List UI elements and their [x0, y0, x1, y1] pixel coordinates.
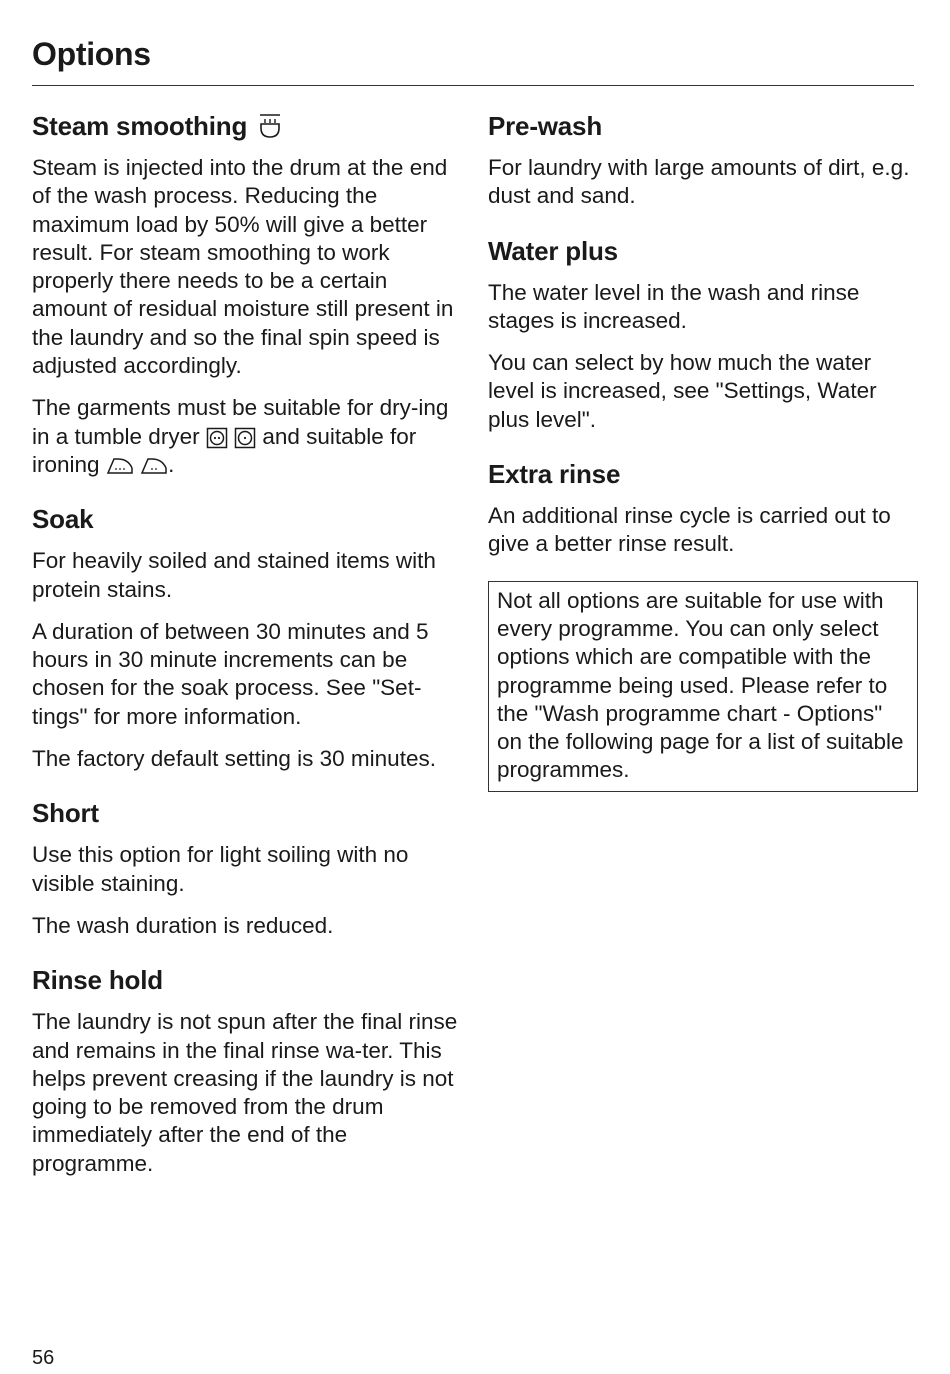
text-part: . — [168, 451, 175, 477]
tumble-dryer-high-icon — [206, 427, 228, 449]
section-steam-smoothing — [32, 108, 467, 479]
right-column — [488, 108, 918, 792]
paragraph: The wash duration is reduced. — [32, 912, 334, 938]
text-part: and suitable for ironing — [32, 423, 417, 477]
paragraph: Steam is injected into the drum at the end of the wash process. Reducing the maximum load by 50% will give a better result. For steam smoothing to work properly there needs to be a certain amount of residual moisture still present in the laundry and so the final spin speed is adjusted accordingly. — [32, 155, 454, 379]
paragraph: For laundry with large amounts of dirt, e.g. dust and sand. — [488, 155, 910, 209]
paragraph: For heavily soiled and stained items with protein stains. — [32, 548, 436, 602]
section-heading: Water plus — [488, 235, 618, 266]
paragraph: The factory default setting is 30 minutes. — [32, 746, 436, 772]
paragraph: The laundry is not spun after the final rinse and remains in the final rinse wa-ter. This helps prevent creasing if the laundry is not going to be removed from the drum immediately after the end of the programme. — [32, 1009, 458, 1176]
page-title: Options — [32, 36, 151, 72]
iron-high-icon — [106, 456, 134, 476]
iron-medium-icon — [140, 456, 168, 476]
section-soak — [32, 501, 467, 773]
steam-smoothing-icon — [257, 112, 283, 140]
paragraph: Use this option for light soiling with no visible staining. — [32, 842, 409, 896]
tumble-dryer-low-icon — [234, 427, 256, 449]
paragraph: An additional rinse cycle is carried out to give a better rinse result. — [488, 503, 891, 557]
left-column — [32, 108, 467, 1200]
section-water-plus — [488, 233, 918, 434]
section-heading: Short — [32, 798, 99, 829]
section-pre-wash — [488, 108, 918, 211]
page-number: 56 — [32, 1347, 55, 1369]
heading-text: Steam smoothing — [32, 111, 248, 141]
section-heading: Soak — [32, 504, 94, 535]
section-heading: Extra rinse — [488, 459, 621, 490]
text-part: The garments must be suitable for dry-ing in a tumble dryer — [32, 395, 449, 449]
section-short — [32, 795, 467, 940]
title-divider — [32, 85, 914, 86]
section-heading — [32, 108, 467, 144]
paragraph: A duration of between 30 minutes and 5 hours in 30 minute increments can be chosen for the soak process. See "Set-tings" for more information. — [32, 618, 429, 729]
section-heading: Rinse hold — [32, 965, 163, 996]
notice-box: Not all options are suitable for use with every programme. You can only select options which are compatible with the programme being used. Please refer to the "Wash programme chart - Options" on the following page for a list of suitable programmes. — [488, 581, 918, 792]
section-rinse-hold — [32, 962, 467, 1178]
paragraph: You can select by how much the water level is increased, see "Settings, Water plus level". — [488, 350, 877, 432]
section-heading: Pre-wash — [488, 111, 603, 141]
paragraph-dryer-iron — [32, 394, 467, 479]
section-extra-rinse — [488, 456, 918, 559]
paragraph: The water level in the wash and rinse stages is increased. — [488, 279, 860, 333]
